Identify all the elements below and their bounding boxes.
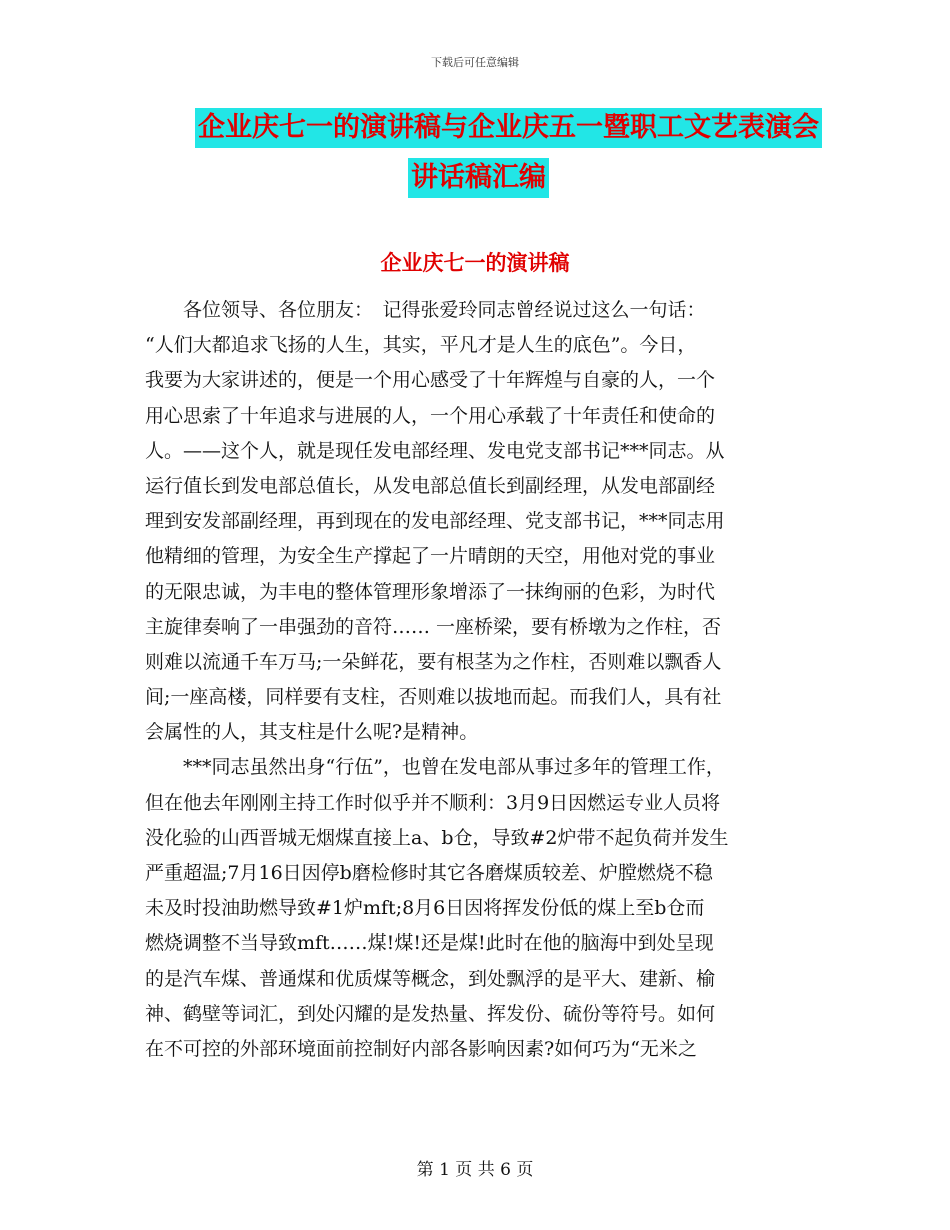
header-note: 下载后可任意编辑 [431,56,519,69]
body-line: 神、鹤壁等词汇，到处闪耀的是发热量、挥发份、硫份等符号。如何 [145,1002,716,1025]
body-line: 我要为大家讲述的，便是一个用心感受了十年辉煌与自豪的人，一个 [145,369,716,392]
body-line: 则难以流通千车万马;一朵鲜花，要有根茎为之作柱，否则难以飘香人 [145,650,722,673]
body-line: 主旋律奏响了一串强劲的音符…… 一座桥梁，要有桥墩为之作柱，否 [145,615,722,638]
body-line: 各位领导、各位朋友： 记得张爱玲同志曾经说过这么一句话： [145,299,706,321]
body-line: 人。——这个人，就是现任发电部经理、发电党支部书记***同志。从 [145,439,725,462]
body-line: 未及时投油助燃导致#1炉mft;8月6日因将挥发份低的煤上至b仓而 [145,897,705,920]
body-line: 严重超温;7月16日因停b磨检修时其它各磨煤质较差、炉膛燃烧不稳 [145,862,713,884]
body-line: 理到安发部副经理，再到现在的发电部经理、党支部书记，***同志用 [145,510,725,533]
body-line: 没化验的山西晋城无烟煤直接上a、b仓，导致#2炉带不起负荷并发生 [145,826,729,849]
page-footer: 第 1 页 共 6 页 [416,1160,534,1180]
title-line-2: 讲话稿汇编 [408,158,549,198]
section-heading: 企业庆七一的演讲稿 [380,250,570,275]
body-line: 的是汽车煤、普通煤和优质煤等概念，到处飘浮的是平大、建新、榆 [145,967,716,990]
body-text [145,293,817,1067]
title-line-1: 企业庆七一的演讲稿与企业庆五一暨职工文艺表演会 [195,108,822,148]
body-line: 他精细的管理，为安全生产撑起了一片晴朗的天空，用他对党的事业 [145,545,716,568]
body-line: ***同志虽然出身“行伍”，也曾在发电部从事过多年的管理工作， [145,756,725,779]
body-line: 的无限忠诚，为丰电的整体管理形象增添了一抹绚丽的色彩，为时代 [145,580,716,603]
body-line: “人们大都追求飞扬的人生，其实，平凡才是人生的底色”。今日， [145,334,697,357]
body-line: 用心思索了十年追求与进展的人，一个用心承载了十年责任和使命的 [145,404,716,427]
body-line: 在不可控的外部环境面前控制好内部各影响因素?如何巧为“无米之 [145,1037,697,1060]
body-line: 运行值长到发电部总值长，从发电部总值长到副经理，从发电部副经 [145,474,716,497]
body-line: 但在他去年刚刚主持工作时似乎并不顺利：3月9日因燃运专业人员将 [145,791,721,814]
body-line: 会属性的人，其支柱是什么呢?是精神。 [145,721,479,744]
body-line: 间;一座高楼，同样要有支柱，否则难以拔地而起。而我们人，具有社 [145,686,722,709]
body-line: 燃烧调整不当导致mft……煤!煤!还是煤!此时在他的脑海中到处呈现 [145,932,714,955]
